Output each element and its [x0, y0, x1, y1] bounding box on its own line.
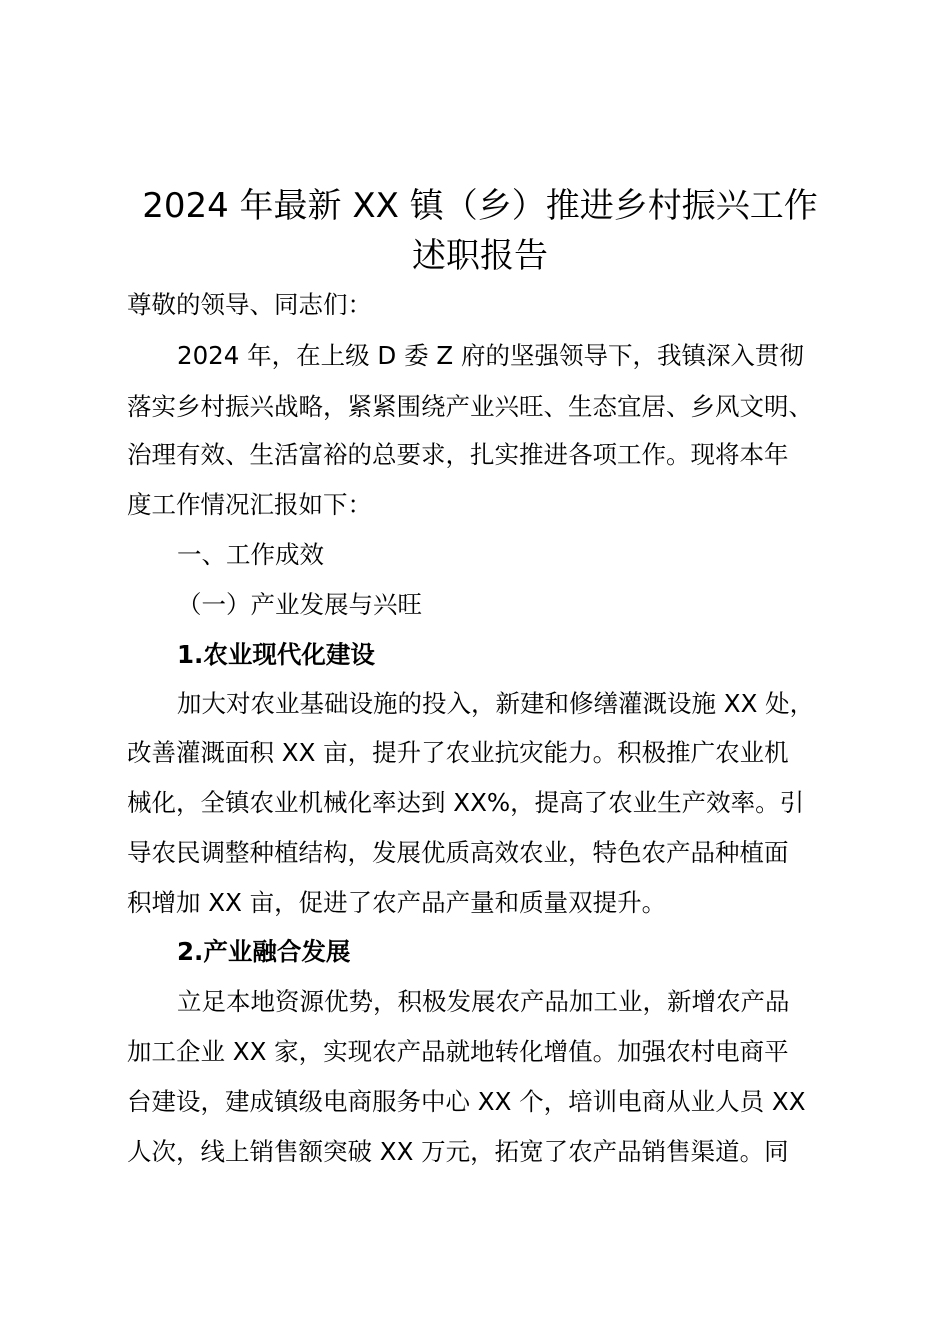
item1-paragraph-line-1: 加大对农业基础设施的投入，新建和修缮灌溉设施 XX 处，: [177, 689, 815, 718]
intro-line-4: 度工作情况汇报如下：: [127, 490, 372, 519]
salutation: 尊敬的领导、同志们：: [127, 290, 372, 319]
intro-line-1: 2024 年，在上级 D 委 Z 府的坚强领导下，我镇深入贯彻: [177, 341, 804, 370]
section-heading: 一、工作成效: [177, 540, 324, 569]
document-title-line-1: 2024 年最新 XX 镇（乡）推进乡村振兴工作: [142, 186, 818, 226]
item1-paragraph-line-5: 积增加 XX 亩，促进了农产品产量和质量双提升。: [127, 888, 667, 917]
document-title-line-2: 述职报告: [412, 236, 548, 276]
intro-line-2: 落实乡村振兴战略，紧紧围绕产业兴旺、生态宜居、乡风文明、: [127, 392, 813, 421]
item2-paragraph-line-4: 人次，线上销售额突破 XX 万元，拓宽了农产品销售渠道。同: [127, 1137, 789, 1166]
item2-paragraph-line-3: 台建设，建成镇级电商服务中心 XX 个，培训电商从业人员 XX: [127, 1087, 806, 1116]
item1-paragraph-line-3: 械化，全镇农业机械化率达到 XX%，提高了农业生产效率。引: [127, 788, 805, 817]
item1-paragraph-line-2: 改善灌溉面积 XX 亩，提升了农业抗灾能力。积极推广农业机: [127, 738, 789, 767]
item-heading-1: 1.农业现代化建设: [177, 640, 375, 669]
subsection-heading: （一）产业发展与兴旺: [177, 590, 422, 619]
item-heading-2: 2.产业融合发展: [177, 937, 351, 966]
intro-line-3: 治理有效、生活富裕的总要求，扎实推进各项工作。现将本年: [127, 440, 789, 469]
item1-paragraph-line-4: 导农民调整种植结构，发展优质高效农业，特色农产品种植面: [127, 838, 789, 867]
item2-paragraph-line-2: 加工企业 XX 家，实现农产品就地转化增值。加强农村电商平: [127, 1037, 789, 1066]
item2-paragraph-line-1: 立足本地资源优势，积极发展农产品加工业，新增农产品: [177, 987, 790, 1016]
